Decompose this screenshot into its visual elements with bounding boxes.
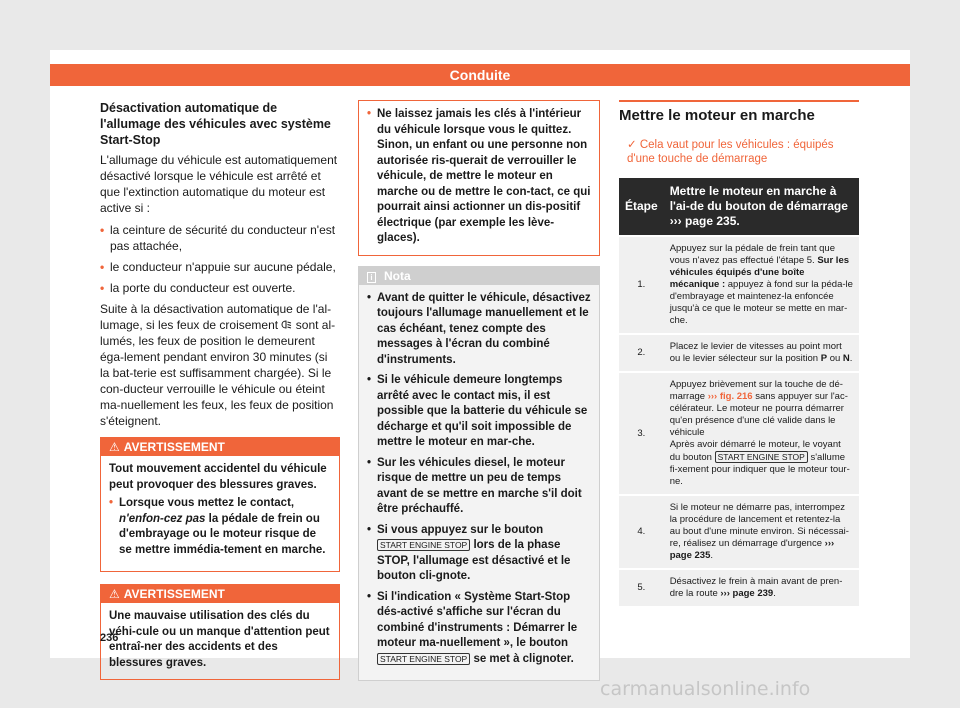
list-item: • la ceinture de sécurité du conducteur n'est pas attachée, xyxy=(100,223,336,253)
page-link[interactable]: ››› page 239 xyxy=(720,588,774,599)
list-item: • Sur les véhicules diesel, le moteur risque de mettre un peu de temps avant de se mettre en marche s'il doit être préchauffé. xyxy=(367,456,582,515)
section-heading: Désactivation automatique de l'allumage des véhicules avec système Start-Stop xyxy=(100,101,331,147)
table-row: 4. Si le moteur ne démarre pas, interrompez la procédure de lancement et retentez-la au bout d'une minute environ. Si nécessai-re, réalisez un démarrage d'urgence ››› page 235. xyxy=(619,496,859,568)
low-beam-icon xyxy=(281,318,295,332)
applies-note: ✓ Cela vaut pour les véhicules : équipés d'une touche de démarrage xyxy=(627,139,834,165)
warning-box xyxy=(100,437,340,572)
list-item: • Lorsque vous mettez le contact, n'enfon-cez pas la pédale de frein ou d'embrayage ou le moteur risque de se mettre immédia-tement en marche. xyxy=(109,497,326,556)
warning-body: Tout mouvement accidentel du véhicule peut provoquer des blessures graves. • Lorsque vous mettez le contact, n'enfon-cez pas la pédale de frein ou d'embrayage ou le moteur risque de se mettre immédia-tement en marche. xyxy=(101,456,339,571)
warning-body: Une mauvaise utilisation des clés du véhi-cule ou un manque d'attention peut entraî-ner des accidents et des blessures graves. xyxy=(109,610,330,669)
note-header: i Nota xyxy=(359,267,599,285)
page-link[interactable]: ››› page 235 xyxy=(669,538,835,561)
list-item: • la porte du conducteur est ouverte. xyxy=(100,281,296,295)
checkmark-icon: ✓ xyxy=(627,139,640,151)
table-row: 3. Appuyez brièvement sur la touche de dé-marrage ››› fig. 216 sans appuyer sur l'ac-célérateur. Le moteur ne pourra démarrer qu'en présence d'une clé valide dans le véhicule Après avoir démarré le moteur, le voyant du bouton START ENGINE STOP s'allume fi-xement pour indiquer que le moteur tour-ne. xyxy=(619,373,859,494)
list-item: • Si l'indication « Système Start-Stop dés-activé s'affiche sur l'écran du combiné d'instruments : Démarrer le moteur ma-nuellement », le bouton START ENGINE STOP se met à clignoter. xyxy=(367,590,578,665)
table-header-action: Mettre le moteur en marche à l'ai-de du bouton de démarrage ››› page 235. xyxy=(664,178,859,235)
list-item: • Si le véhicule demeure longtemps arrêté avec le contact mis, il est possible que la batterie du véhicule se décharge et qu'il soit impossible de mettre le moteur en mar-che. xyxy=(367,374,588,448)
list-item: • Avant de quitter le véhicule, désactivez toujours l'allumage manuellement et le cas échéant, tenez compte des messages à l'écran du combiné d'instruments. xyxy=(367,291,591,366)
warning-icon: ⚠ xyxy=(109,587,120,601)
warning-header: ⚠ AVERTISSEMENT xyxy=(101,585,339,603)
note-box xyxy=(358,266,600,682)
column-3 xyxy=(619,100,859,608)
warning-header: ⚠ AVERTISSEMENT xyxy=(101,438,339,456)
list-item: • Ne laissez jamais les clés à l'intérieur du véhicule lorsque vous le quittez. Sinon, un enfant ou une personne non autorisée ris-querait de verrouiller le véhicule, de mettre le moteur en marche ou de mettre le con-tact, ce qui pourrait ainsi actionner un dis-positif électrique (par exemple les lève-glaces). xyxy=(367,108,591,244)
chapter-header: Conduite xyxy=(50,64,910,86)
column-2 xyxy=(358,100,600,681)
warning-icon: ⚠ xyxy=(109,440,120,454)
body-paragraph: Suite à la désactivation automatique de l'al-lumage, si les feux de croisement sont al-lumés, les feux de position le demeurent éga-lement pendant environ 30 minutes (si la bat-terie est suffisamment chargée). Si le con-ducteur verrouille le véhicule ou éteint ma-nuellement les feux, les feux de position s'éteignent. xyxy=(100,302,336,428)
table-row: 2. Placez le levier de vitesses au point mort ou le levier sélecteur sur la position P ou N. xyxy=(619,335,859,371)
watermark: carmanualsonline.info xyxy=(600,678,811,700)
start-engine-key: START ENGINE STOP xyxy=(377,539,470,551)
start-engine-key: START ENGINE STOP xyxy=(377,653,470,665)
start-engine-key: START ENGINE STOP xyxy=(715,451,808,463)
column-1 xyxy=(100,100,340,692)
list-item: • Si vous appuyez sur le bouton START ENGINE STOP lors de la phase STOP, l'allumage est désactivé et le bouton cli-gnote. xyxy=(367,523,571,582)
section-title: Mettre le moteur en marche xyxy=(619,100,859,126)
table-header-step: Étape xyxy=(619,178,664,235)
info-icon: i xyxy=(367,272,376,283)
steps-table xyxy=(619,176,859,608)
fig-link[interactable]: ››› fig. 216 xyxy=(707,391,753,402)
table-row: 5. Désactivez le frein à main avant de pren-dre la route ››› page 239. xyxy=(619,570,859,606)
list-item: • le conducteur n'appuie sur aucune pédale, xyxy=(100,260,336,274)
intro-text: L'allumage du véhicule est automatiquement désactivé lorsque le véhicule est arrêté et que l'extinction automatique du moteur est active si : xyxy=(100,153,338,215)
table-row: 1. Appuyez sur la pédale de frein tant que vous n'avez pas effectué l'étape 5. Sur les véhicules équipés d'une boîte mécanique : appuyez à fond sur la péda-le d'embrayage et maintenez-la enfoncée jusqu'à ce que le moteur se mette en mar-che. xyxy=(619,237,859,333)
warning-box xyxy=(100,584,340,680)
warning-continued xyxy=(358,100,600,256)
note-body xyxy=(359,285,599,681)
page-number: 236 xyxy=(100,632,119,644)
